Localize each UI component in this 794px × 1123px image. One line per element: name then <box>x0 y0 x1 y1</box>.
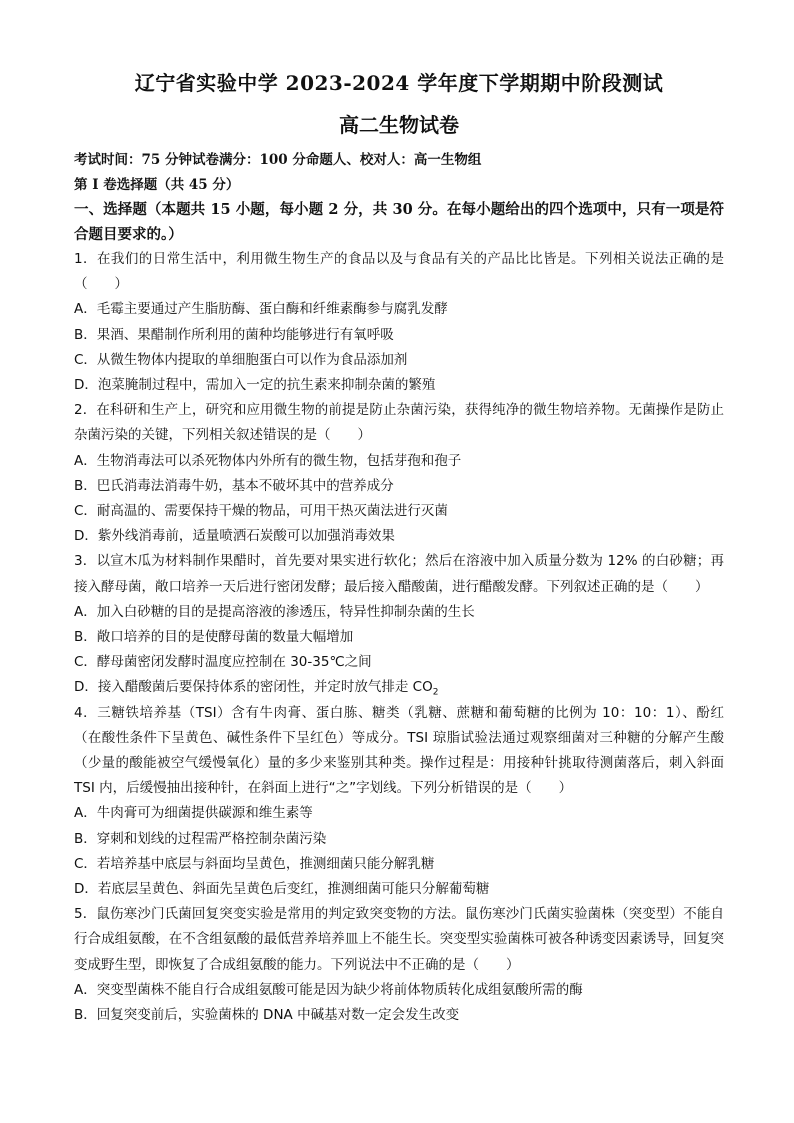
question-3 <box>74 549 724 700</box>
question-stem: 4．三糖铁培养基（TSI）含有牛肉膏、蛋白胨、糖类（乳糖、蔗糖和葡萄糖的比例为 10：10：1）、酚红（在酸性条件下呈黄色、碱性条件下呈红色）等成分。TSI 琼脂试验法通过观察细菌对三种糖的分解产生酸（少量的酸能被空气缓慢氧化）量的多少来鉴别其种类。操作过程是：用接种针挑取待测菌落后，刺入斜面 TSI 内，后缓慢抽出接种针，在斜面上进行“之”字划线。下列分析错误的是（ ） <box>74 704 724 797</box>
option-d: D．泡菜腌制过程中，需加入一定的抗生素来抑制杂菌的繁殖 <box>74 377 436 394</box>
option-d-text: D．接入醋酸菌后要保持体系的密闭性，并定时放气排走 CO <box>74 679 433 696</box>
exam-page <box>74 68 724 1028</box>
question-stem: 2．在科研和生产上，研究和应用微生物的前提是防止杂菌污染，获得纯净的微生物培养物。无菌操作是防止杂菌污染的关键，下列相关叙述错误的是（ ） <box>74 402 724 444</box>
option-c: C．从微生物体内提取的单细胞蛋白可以作为食品添加剂 <box>74 351 408 368</box>
co2-subscript: 2 <box>432 688 439 699</box>
option-c: C．酵母菌密闭发酵时温度应控制在 30-35℃之间 <box>74 654 372 671</box>
option-a: A．牛肉膏可为细菌提供碳源和维生素等 <box>74 805 313 822</box>
option-b: B．果酒、果醋制作所利用的菌种均能够进行有氧呼吸 <box>74 326 394 343</box>
exam-title: 辽宁省实验中学 2023-2024 学年度下学期期中阶段测试 <box>134 71 664 95</box>
option-b: B．巴氏消毒法消毒牛奶，基本不破坏其中的营养成分 <box>74 477 394 494</box>
section-instruction: 一、选择题（本题共 15 小题，每小题 2 分，共 30 分。在每小题给出的四个选项中，只有一项是符合题目要求的。） <box>74 201 724 243</box>
question-2 <box>74 398 724 549</box>
option-a: A．毛霉主要通过产生脂肪酶、蛋白酶和纤维素酶参与腐乳发酵 <box>74 301 448 318</box>
question-1 <box>74 247 724 398</box>
part-title: 第 I 卷选择题（共 45 分） <box>74 177 240 193</box>
option-a: A．加入白砂糖的目的是提高溶液的渗透压，特异性抑制杂菌的生长 <box>74 603 475 620</box>
question-stem: 3．以宣木瓜为材料制作果醋时，首先要对果实进行软化；然后在溶液中加入质量分数为 12% 的白砂糖；再接入酵母菌，敞口培养一天后进行密闭发酵；最后接入醋酸菌，进行醋酸发酵。下列叙述正确的是（ ） <box>74 553 724 595</box>
option-c: C．若培养基中底层与斜面均呈黄色，推测细菌只能分解乳糖 <box>74 855 435 872</box>
question-stem: 5．鼠伤寒沙门氏菌回复突变实验是常用的判定致突变物的方法。鼠伤寒沙门氏菌实验菌株（突变型）不能自行合成组氨酸，在不含组氨酸的最低营养培养皿上不能生长。突变型实验菌株可被各种诱变因素诱导，回复突变成野生型，即恢复了合成组氨酸的能力。下列说法中不正确的是（ ） <box>74 906 724 973</box>
question-stem: 1．在我们的日常生活中，利用微生物生产的食品以及与食品有关的产品比比皆是。下列相关说法正确的是（ ） <box>74 251 724 293</box>
option-b: B．穿刺和划线的过程需严格控制杂菌污染 <box>74 830 327 847</box>
option-d: D．紫外线消毒前，适量喷洒石炭酸可以加强消毒效果 <box>74 528 395 545</box>
exam-subtitle: 高二生物试卷 <box>339 113 459 137</box>
option-b: B．回复突变前后，实验菌株的 DNA 中碱基对数一定会发生改变 <box>74 1007 460 1024</box>
option-a: A．突变型菌株不能自行合成组氨酸可能是因为缺少将前体物质转化成组氨酸所需的酶 <box>74 981 583 998</box>
exam-info: 考试时间：75 分钟试卷满分：100 分命题人、校对人：高一生物组 <box>74 152 482 168</box>
option-b: B．敞口培养的目的是使酵母菌的数量大幅增加 <box>74 629 354 646</box>
question-5 <box>74 902 724 1028</box>
option-d: D．若底层呈黄色、斜面先呈黄色后变红，推测细菌可能只分解葡萄糖 <box>74 881 490 898</box>
question-4 <box>74 701 724 903</box>
option-c: C．耐高温的、需要保持干燥的物品，可用干热灭菌法进行灭菌 <box>74 503 448 520</box>
option-d <box>74 675 724 700</box>
option-a: A．生物消毒法可以杀死物体内外所有的微生物，包括芽孢和孢子 <box>74 452 462 469</box>
